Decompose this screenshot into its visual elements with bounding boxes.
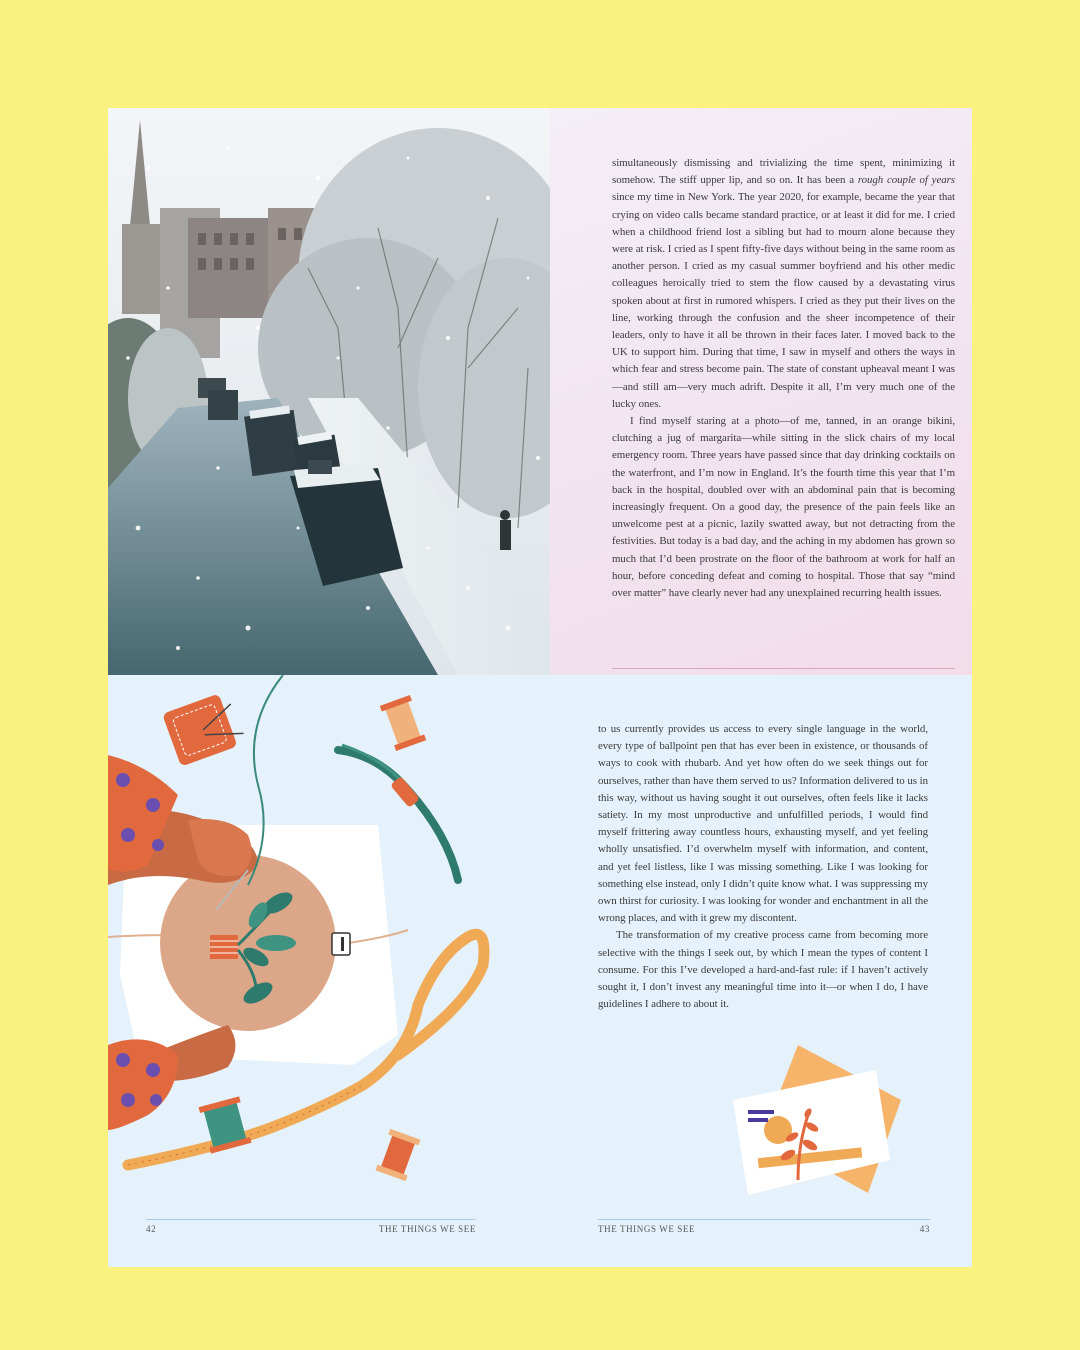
- winter-canal-photo: [108, 108, 550, 675]
- left-footer-rule: [146, 1219, 476, 1220]
- top-paragraph-1-end: since my time in New York. The year 2020, for example, became the year that crying on video calls became standard practice, or at least it did for me. I cried when a childhood friend lost a sibling but had to mourn alone because they were at risk. I cried as I spent fifty-five days without being in the same room as another person. I cried as my casual summer boyfriend and his other medic colleagues heroically tried to stem the flow caused by a devastating virus spoken about at first in rumored whispers. I cried as they put their lives on the line, working through the confusion and the sheer incompetence of their leaders, only to have it all be thrown in their faces later. I moved back to the UK to support him. During that time, I saw in myself and others the ways in which fear and stress become pain. The state of constant upheaval meant I was—and still am—very much adrift. Despite it all, I’m very much one of the lucky ones.: [612, 191, 955, 410]
- left-page-number: 42: [146, 1224, 157, 1234]
- top-paragraph-1-start: simultaneously dismissing and trivializing the time spent, minimizing it somehow. The stiff upper lip, and so on. It has been a: [612, 157, 955, 187]
- top-paragraph-2: I find myself staring at a photo—of me, tanned, in an orange bikini, clutching a jug of margarita—while sitting in the slick chairs of my local emergency room. Three years have passed since that day drinking cocktails on the waterfront, and I’m now in England. It’s the fourth time this year that I’m back in the hospital, doubled over with an abdominal pain that is becoming increasingly frequent. On a good day, the presence of the pain feels like an unwelcome pest at a picnic, lazily swatted away, but not detracting from the festivities. But today is a bad day, and the aching in my abdomen has grown so much that I’d been prostrate on the floor of the bathroom at work for half an hour, before conceding defeat and coming to hospital. Those that say “mind over matter” have clearly never had any unexplained recurring health issues.: [612, 415, 955, 600]
- top-text-panel: [550, 108, 972, 675]
- spread-top: [108, 108, 972, 675]
- top-paragraph-1: [612, 155, 955, 413]
- bottom-text-block: [598, 721, 928, 1013]
- left-running-head: THE THINGS WE SEE: [378, 1224, 476, 1234]
- book-spread: [108, 108, 972, 1267]
- top-divider-line: [612, 668, 955, 669]
- bottom-paragraph-1: to us currently provides us access to every single language in the world, every type of ballpoint pen that has ever been in existence, or thousands of ways to cook with rhubarb. And yet how often do we seek things out for ourselves, rather than have them served to us? Information delivered to us in this way, without us having sought it out ourselves, often feels like it lacks satiety. In my most unproductive and unfulfilled periods, I would find myself frittering away countless hours, exhausting myself, and yet feeling wholly unsatisfied. I’d overwhelm myself with information, and content, and yet feel listless, like I was missing something. Like I was looking for something else instead, only I didn’t quite know what. I was suppressing my own thirst for curiosity. I was looking for wonder and enchantment in all the wrong places, and with it grew my discontent.: [598, 723, 928, 925]
- right-footer-rule: [598, 1219, 930, 1220]
- postcard-icon: [733, 1045, 901, 1195]
- right-running-head: THE THINGS WE SEE: [598, 1224, 696, 1234]
- top-text-block: [612, 155, 955, 602]
- right-page-number: 43: [919, 1224, 930, 1234]
- bottom-paragraph-2: The transformation of my creative process came from becoming more selective with the things I seek out, by which I mean the types of content I consume. For this I’ve developed a hard-and-fast rule: if I haven’t actively sought it, I don’t invest any meaningful time into it—or when I do, I have guidelines I adhere to about it.: [598, 929, 928, 1011]
- top-paragraph-1-italic: rough couple of years: [857, 174, 955, 187]
